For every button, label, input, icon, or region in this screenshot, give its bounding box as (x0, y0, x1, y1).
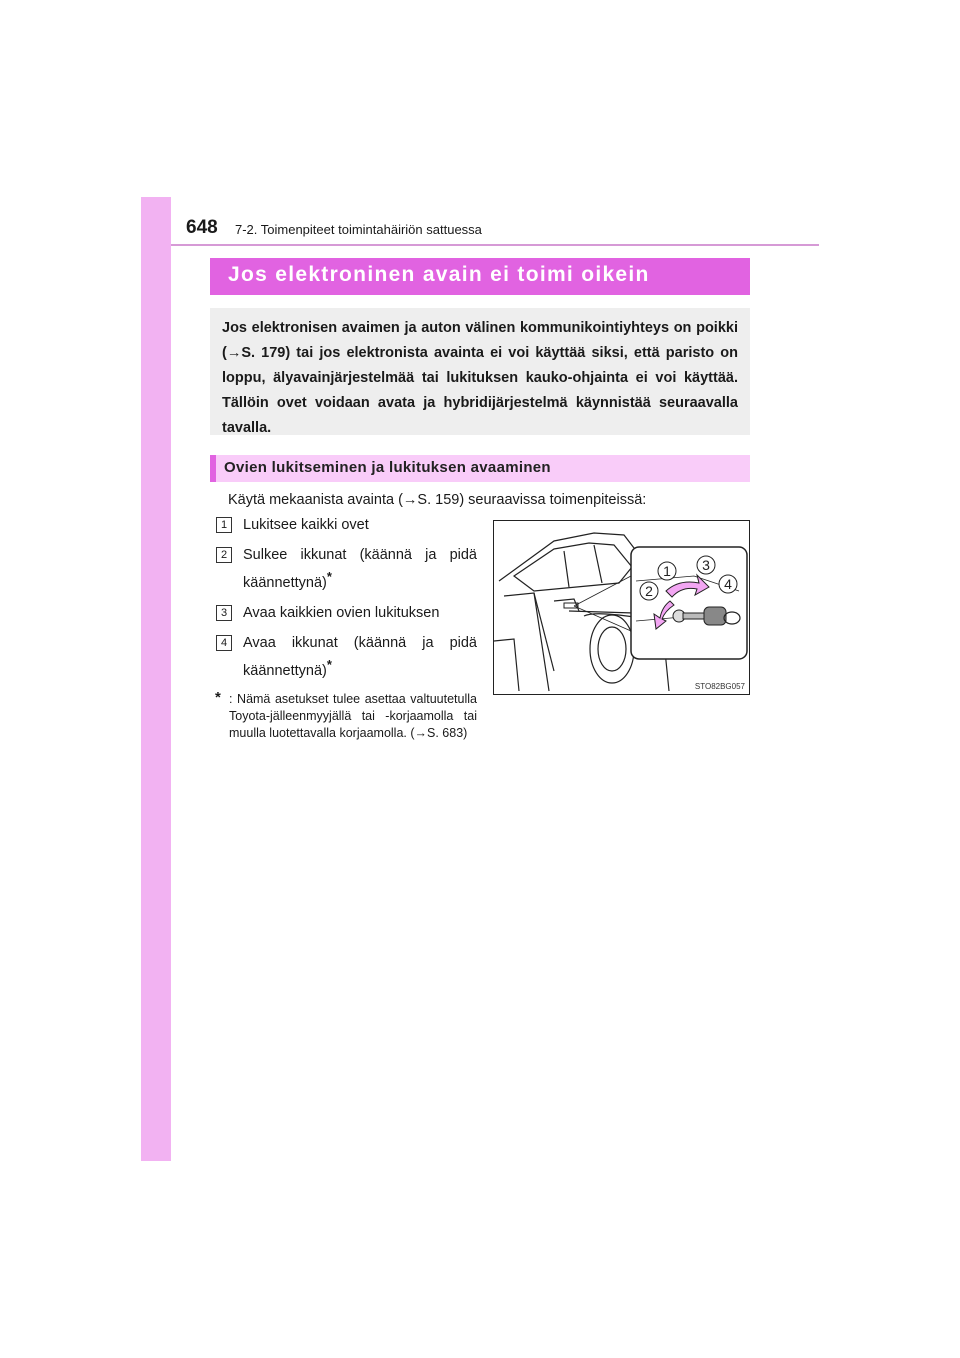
header-rule (171, 244, 819, 246)
subsection-accent (210, 455, 216, 482)
asterisk-mark: * (326, 656, 332, 672)
step-text: Avaa ikkunat (käännä ja pidä käännettynä) (243, 634, 477, 679)
door-lock-illustration (493, 520, 750, 695)
section-title: Jos elektroninen avain ei toimi oikein (228, 263, 650, 286)
step-item (215, 633, 477, 682)
steps-list (215, 515, 477, 742)
step-number: 4 (216, 635, 232, 651)
step-item (215, 515, 477, 536)
subsection-title: Ovien lukitseminen ja lukituksen avaaminen (224, 459, 551, 476)
step-text: Sulkee ikkunat (käännä ja pidä käännettynä) (243, 547, 477, 591)
callout-3: 3 (702, 557, 710, 573)
step-text: Avaa kaikkien ovien lukituksen (243, 604, 440, 621)
step-number: 3 (216, 605, 232, 621)
wheel (584, 614, 634, 683)
step-text: Lukitsee kaikki ovet (243, 517, 369, 533)
step-number: 1 (216, 517, 232, 533)
section-header (210, 258, 750, 295)
intro-text: Jos elektronisen avaimen ja auton välinen kommunikointiyhteys on poikki (→S. 179) tai jos elektronista avainta ei voi käyttää siksi, että paristo on loppu, älyavainjärjestelmää tai lukituksen kauko-ohjainta ei voi käyttää. Tällöin ovet voidaan avata ja hybridijärjestelmä käynnistää seuraavalla tavalla. (222, 320, 738, 436)
car-door-key-drawing (494, 521, 749, 694)
inset-frame (631, 547, 747, 659)
step-item (215, 545, 477, 594)
chapter-title: 7-2. Toimenpiteet toimintahäiriön sattuessa (235, 222, 482, 237)
lead-text: Käytä mekaanista avainta (→S. 159) seuraavissa toimenpiteissä: (228, 492, 647, 508)
footnote-text: : Nämä asetukset tulee asettaa valtuutetulla Toyota-jälleenmyyjällä tai -korjaamolla tai muulla luotettavalla korjaamolla. (→S. 683) (229, 691, 477, 740)
step-item (215, 603, 477, 624)
asterisk-mark: * (326, 569, 332, 584)
footnote-mark: * (215, 688, 221, 706)
intro-box (210, 308, 750, 435)
chapter-sidebar (141, 197, 171, 1161)
callout-4: 4 (724, 576, 732, 592)
page-number: 648 (186, 217, 218, 238)
callout-2: 2 (645, 583, 653, 599)
callout-1: 1 (663, 563, 671, 579)
figure-code: STO82BG057 (694, 682, 745, 691)
footnote (215, 688, 477, 742)
step-number: 2 (216, 547, 232, 563)
subsection-header (210, 455, 750, 482)
